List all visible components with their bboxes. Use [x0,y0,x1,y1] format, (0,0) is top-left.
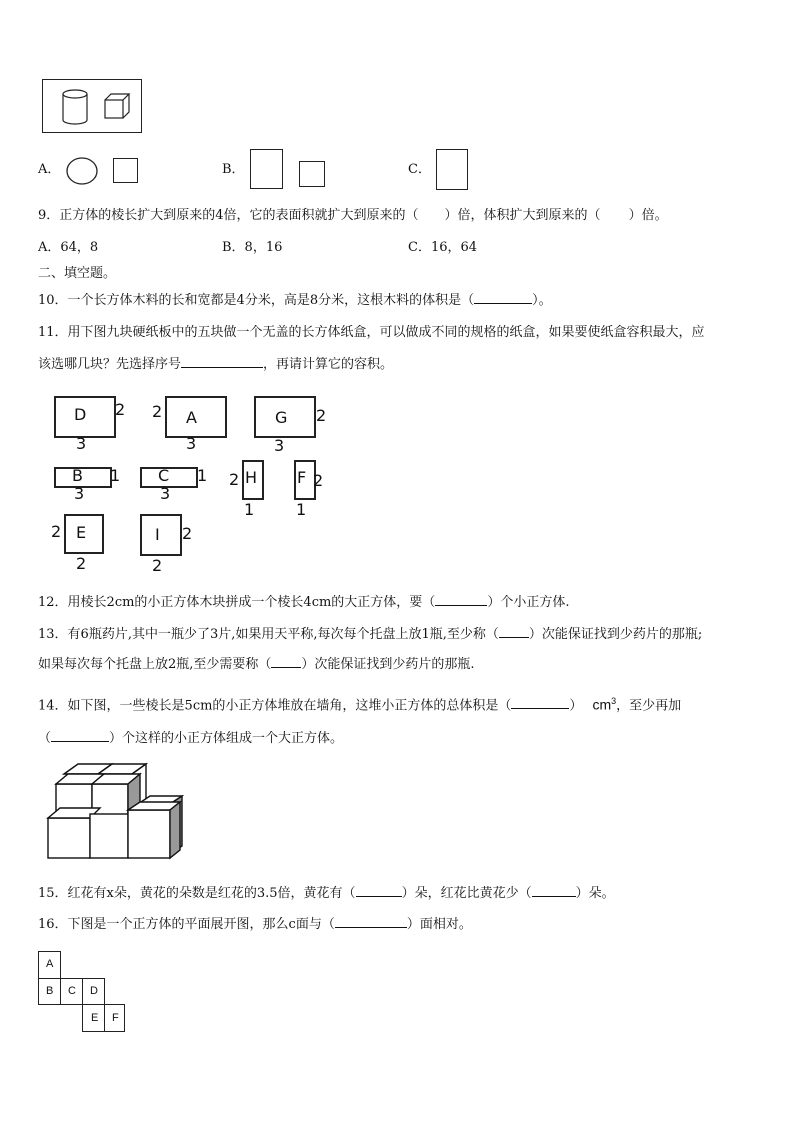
board-height: 2 [152,402,163,421]
board-height: 2 [229,470,240,489]
board-i [140,514,182,556]
answer-blank[interactable] [499,625,529,638]
net-face-b: B [38,978,61,1005]
net-face-c: C [60,978,83,1005]
answer-blank[interactable] [335,915,407,928]
option-c-label: C． [408,162,431,177]
board-label: I [155,525,160,544]
board-width: 1 [244,500,255,519]
option-b-label: B． [222,162,245,177]
option-a-label: A． [38,162,61,177]
board-width: 3 [76,434,87,453]
board-width: 3 [160,484,171,503]
board-height: 1 [110,466,121,485]
board-width: 3 [186,434,197,453]
board-label: A [186,408,197,427]
question-11-line2: 该选哪几块？先选择序号 ，再请计算它的容积。 [38,357,394,372]
tall-rectangle-shape [436,149,468,190]
net-face-e: E [82,1004,105,1032]
question-9: 9．正方体的棱长扩大到原来的4倍，它的表面积就扩大到原来的（ ）倍，体积扩大到原来的（ ）倍。 [38,208,668,223]
board-height: 1 [197,466,208,485]
board-label: D [74,405,87,424]
q9-option-c: C．16，64 [408,240,478,255]
square-shape [299,161,325,187]
section-title: 二、填空题。 [38,266,117,281]
answer-blank[interactable] [356,884,402,897]
q9-option-b: B．8，16 [222,240,283,255]
q8-figure-frame [42,79,142,133]
square-shape [113,158,138,183]
answer-blank[interactable] [271,655,301,668]
question-16: 16．下图是一个正方体的平面展开图，那么c面与（ ）面相对。 [38,917,472,932]
question-14-line1: 14．如下图，一些棱长是5cm的小正方体堆放在墙角，这堆小正方体的总体积是（ ） $cm^3$，至少再加 [38,696,682,714]
answer-blank[interactable] [51,729,109,742]
board-label: C [158,466,170,485]
board-height: 2 [316,406,327,425]
board-width: 3 [74,484,85,503]
question-14-line2: （ ）个这样的小正方体组成一个大正方体。 [38,731,344,746]
board-width: 2 [76,554,87,573]
board-width: 3 [274,436,285,455]
board-height: 2 [51,522,62,541]
question-15: 15．红花有x朵，黄花的朵数是红花的3.5倍，黄花有（ ）朵，红花比黄花少（ ）朵。 [38,886,615,901]
question-13-line2: 如果每次每个托盘上放2瓶,至少需要称（ ）次能保证找到少药片的那瓶. [38,657,475,672]
question-10: 10．一个长方体木料的长和宽都是4分米，高是8分米，这根木料的体积是（ ）。 [38,293,552,308]
cube-stack-figure [40,760,190,866]
net-face-f: F [104,1004,125,1032]
question-13-line1: 13．有6瓶药片,其中一瓶少了3片,如果用天平称,每次每个托盘上放1瓶,至少称（ ）次能保证找到少药片的那瓶; [38,627,703,642]
answer-blank[interactable] [181,355,263,368]
circle-shape [66,156,100,186]
board-width: 2 [152,556,163,575]
answer-blank[interactable] [532,884,576,897]
question-11-line1: 11．用下图九块硬纸板中的五块做一个无盖的长方体纸盒，可以做成不同的规格的纸盒，如果要使纸盒容积最大，应 [38,325,705,340]
cardboard-figure [40,388,340,578]
board-height: 2 [115,400,126,419]
cylinder-cube-figure [43,80,141,132]
question-12: 12．用棱长2cm的小正方体木块拼成一个棱长4cm的大正方体，要（ ）个小正方体. [38,595,570,610]
board-label: F [297,468,307,487]
net-face-a: A [38,951,61,979]
net-face-d: D [82,978,105,1005]
board-label: E [76,523,87,542]
answer-blank[interactable] [435,593,487,606]
tall-rectangle-shape [250,149,283,189]
answer-blank[interactable] [511,696,569,709]
board-height: 2 [313,471,324,490]
board-label: H [245,468,258,487]
answer-blank[interactable] [474,291,532,304]
board-height: 2 [182,524,193,543]
board-label: B [72,466,83,485]
cube-net-figure [38,951,128,1035]
q9-option-a: A．64，8 [38,240,99,255]
board-label: G [275,408,288,427]
board-width: 1 [296,500,307,519]
